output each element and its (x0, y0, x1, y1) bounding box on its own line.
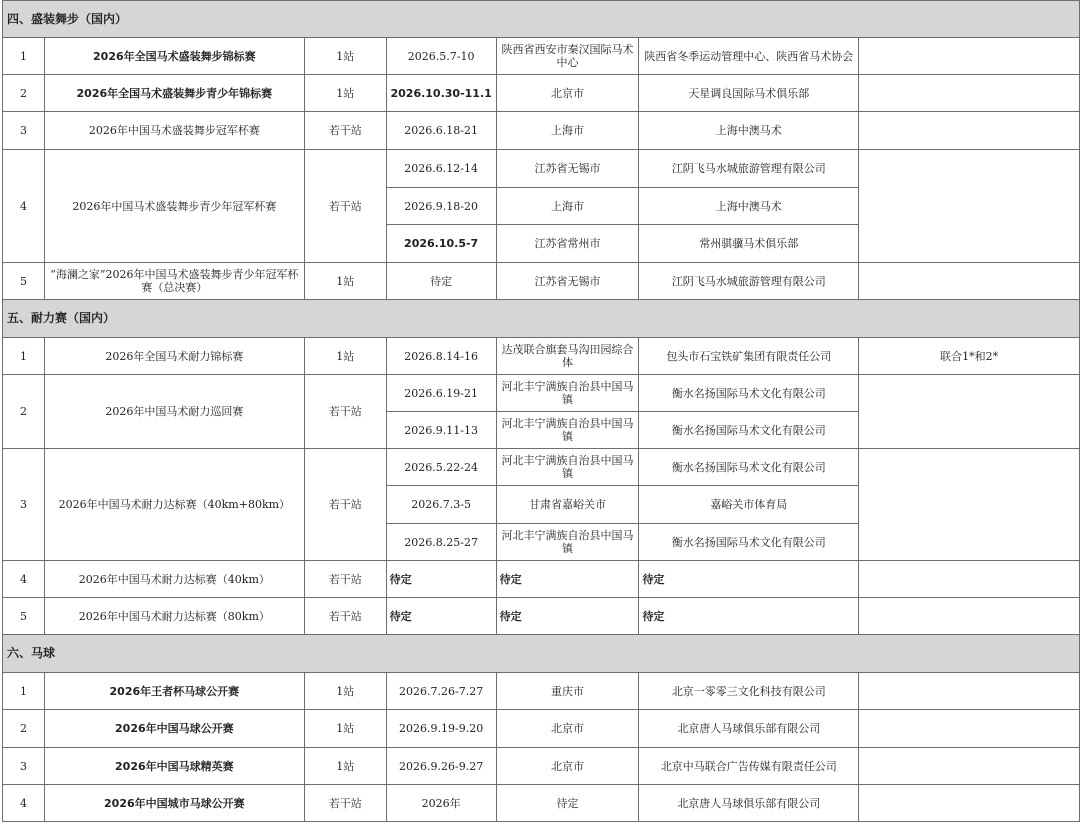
event-date: 待定 (386, 598, 496, 635)
event-date: 2026.6.12-14 (386, 150, 496, 188)
event-name: 2026年中国马球精英赛 (44, 748, 304, 785)
section-title: 五、耐力赛（国内） (3, 300, 1080, 338)
event-notes (859, 710, 1080, 748)
table-row (3, 263, 1080, 300)
event-stations: 1站 (304, 710, 386, 748)
event-date: 2026.9.18-20 (386, 188, 496, 225)
event-organizer: 嘉峪关市体育局 (639, 486, 859, 524)
table-row (3, 338, 1080, 375)
event-name: “海澜之家”2026年中国马术盛装舞步青少年冠军杯赛（总决赛） (44, 263, 304, 300)
event-name: 2026年中国马球公开赛 (44, 710, 304, 748)
event-name: 2026年中国马术耐力达标赛（40km） (44, 561, 304, 598)
event-name: 2026年中国马术耐力巡回赛 (44, 375, 304, 449)
event-number: 5 (3, 263, 45, 300)
event-number: 4 (3, 785, 45, 822)
table-row (3, 449, 1080, 486)
event-number: 2 (3, 375, 45, 449)
event-notes (859, 112, 1080, 150)
event-venue: 河北丰宁满族自治县中国马镇 (496, 524, 639, 561)
event-number: 3 (3, 449, 45, 561)
event-date: 2026.6.19-21 (386, 375, 496, 412)
event-date: 2026.9.19-9.20 (386, 710, 496, 748)
table-row (3, 75, 1080, 112)
event-date: 2026.9.26-9.27 (386, 748, 496, 785)
event-date: 待定 (386, 561, 496, 598)
table-row (3, 785, 1080, 822)
event-stations: 若干站 (304, 561, 386, 598)
event-date: 2026.9.11-13 (386, 412, 496, 449)
event-notes (859, 38, 1080, 75)
table-row (3, 38, 1080, 75)
event-number: 2 (3, 710, 45, 748)
event-stations: 若干站 (304, 449, 386, 561)
event-name: 2026年中国马术盛装舞步冠军杯赛 (44, 112, 304, 150)
section-title: 六、马球 (3, 635, 1080, 673)
event-name: 2026年王者杯马球公开赛 (44, 673, 304, 710)
event-date: 2026.5.7-10 (386, 38, 496, 75)
event-stations: 若干站 (304, 375, 386, 449)
event-organizer: 衡水名扬国际马术文化有限公司 (639, 375, 859, 412)
event-number: 4 (3, 150, 45, 263)
event-stations: 1站 (304, 75, 386, 112)
event-venue: 北京市 (496, 748, 639, 785)
event-date: 2026年 (386, 785, 496, 822)
event-date: 2026.7.26-7.27 (386, 673, 496, 710)
event-notes (859, 150, 1080, 263)
table-row (3, 748, 1080, 785)
table-body (3, 1, 1080, 822)
event-stations: 1站 (304, 38, 386, 75)
event-organizer: 上海中澳马术 (639, 112, 859, 150)
event-organizer: 天星调良国际马术俱乐部 (639, 75, 859, 112)
event-venue: 北京市 (496, 75, 639, 112)
event-organizer: 待定 (639, 561, 859, 598)
event-number: 4 (3, 561, 45, 598)
event-name: 2026年中国城市马球公开赛 (44, 785, 304, 822)
table-row (3, 561, 1080, 598)
event-stations: 若干站 (304, 598, 386, 635)
event-notes (859, 561, 1080, 598)
section-header-row (3, 635, 1080, 673)
event-date: 2026.7.3-5 (386, 486, 496, 524)
event-venue: 江苏省无锡市 (496, 263, 639, 300)
event-organizer: 衡水名扬国际马术文化有限公司 (639, 524, 859, 561)
event-organizer: 北京一零零三文化科技有限公司 (639, 673, 859, 710)
event-name: 2026年中国马术耐力达标赛（40km+80km） (44, 449, 304, 561)
event-venue: 重庆市 (496, 673, 639, 710)
event-notes (859, 785, 1080, 822)
event-date: 2026.6.18-21 (386, 112, 496, 150)
event-organizer: 北京唐人马球俱乐部有限公司 (639, 785, 859, 822)
event-notes (859, 598, 1080, 635)
event-notes: 联合1*和2* (859, 338, 1080, 375)
event-stations: 1站 (304, 263, 386, 300)
event-organizer: 陕西省冬季运动管理中心、陕西省马术协会 (639, 38, 859, 75)
event-organizer: 北京唐人马球俱乐部有限公司 (639, 710, 859, 748)
event-venue: 河北丰宁满族自治县中国马镇 (496, 375, 639, 412)
event-name: 2026年中国马术耐力达标赛（80km） (44, 598, 304, 635)
event-organizer: 衡水名扬国际马术文化有限公司 (639, 412, 859, 449)
event-name: 2026年全国马术盛装舞步青少年锦标赛 (44, 75, 304, 112)
event-venue: 北京市 (496, 710, 639, 748)
event-notes (859, 375, 1080, 449)
section-header-row (3, 1, 1080, 38)
event-venue: 江苏省常州市 (496, 225, 639, 263)
event-date: 2026.5.22-24 (386, 449, 496, 486)
event-notes (859, 263, 1080, 300)
event-organizer: 上海中澳马术 (639, 188, 859, 225)
event-name: 2026年全国马术盛装舞步锦标赛 (44, 38, 304, 75)
event-venue: 待定 (496, 598, 639, 635)
event-notes (859, 449, 1080, 561)
event-organizer: 包头市石宝铁矿集团有限责任公司 (639, 338, 859, 375)
event-organizer: 待定 (639, 598, 859, 635)
event-notes (859, 748, 1080, 785)
event-schedule-table (2, 0, 1080, 822)
event-stations: 若干站 (304, 150, 386, 263)
event-notes (859, 673, 1080, 710)
event-stations: 1站 (304, 673, 386, 710)
event-venue: 甘肃省嘉峪关市 (496, 486, 639, 524)
event-number: 3 (3, 112, 45, 150)
event-name: 2026年中国马术盛装舞步青少年冠军杯赛 (44, 150, 304, 263)
event-date: 2026.10.30-11.1 (386, 75, 496, 112)
event-stations: 1站 (304, 338, 386, 375)
table-row (3, 112, 1080, 150)
event-name: 2026年全国马术耐力锦标赛 (44, 338, 304, 375)
event-organizer: 常州骐骥马术俱乐部 (639, 225, 859, 263)
event-venue: 达茂联合旗套马沟田园综合体 (496, 338, 639, 375)
event-stations: 1站 (304, 748, 386, 785)
table-row (3, 375, 1080, 412)
table-row (3, 598, 1080, 635)
event-venue: 陕西省西安市秦汉国际马术中心 (496, 38, 639, 75)
event-notes (859, 75, 1080, 112)
event-venue: 待定 (496, 561, 639, 598)
event-date: 2026.8.14-16 (386, 338, 496, 375)
event-date: 2026.10.5-7 (386, 225, 496, 263)
table-row (3, 710, 1080, 748)
event-venue: 上海市 (496, 188, 639, 225)
event-date: 待定 (386, 263, 496, 300)
section-header-row (3, 300, 1080, 338)
event-number: 3 (3, 748, 45, 785)
event-number: 1 (3, 673, 45, 710)
event-venue: 待定 (496, 785, 639, 822)
table-row (3, 673, 1080, 710)
event-organizer: 衡水名扬国际马术文化有限公司 (639, 449, 859, 486)
event-venue: 上海市 (496, 112, 639, 150)
event-stations: 若干站 (304, 785, 386, 822)
event-number: 5 (3, 598, 45, 635)
event-number: 2 (3, 75, 45, 112)
event-venue: 江苏省无锡市 (496, 150, 639, 188)
event-number: 1 (3, 338, 45, 375)
event-organizer: 江阴飞马水城旅游管理有限公司 (639, 263, 859, 300)
section-title: 四、盛装舞步（国内） (3, 1, 1080, 38)
event-stations: 若干站 (304, 112, 386, 150)
event-organizer: 江阴飞马水城旅游管理有限公司 (639, 150, 859, 188)
event-venue: 河北丰宁满族自治县中国马镇 (496, 449, 639, 486)
event-organizer: 北京中马联合广告传媒有限责任公司 (639, 748, 859, 785)
event-date: 2026.8.25-27 (386, 524, 496, 561)
event-venue: 河北丰宁满族自治县中国马镇 (496, 412, 639, 449)
event-number: 1 (3, 38, 45, 75)
table-row (3, 150, 1080, 188)
